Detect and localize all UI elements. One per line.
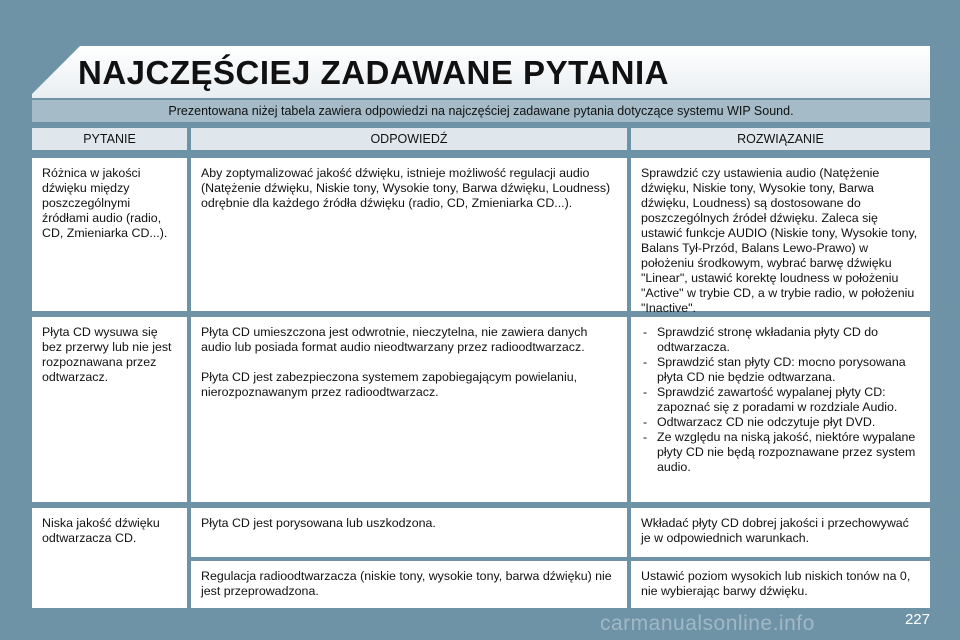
- row3-question: Niska jakość dźwięku odtwarzacza CD.: [32, 508, 187, 608]
- row2-solution-list: [641, 325, 920, 475]
- header-answer: ODPOWIEDŹ: [191, 128, 627, 150]
- row1-question: Różnica w jakości dźwięku między poszczególnymi źródłami audio (radio, CD, Zmieniarka CD...).: [32, 158, 187, 311]
- row1-answer: Aby zoptymalizować jakość dźwięku, istnieje możliwość regulacji audio (Natężenie dźwięku, Niskie tony, Wysokie tony, Barwa dźwięku, Loudness) odrębnie dla każdego źródła dźwięku (radio, CD, Zmieniarka CD...).: [191, 158, 627, 311]
- row2-answer-paragraph: Płyta CD umieszczona jest odwrotnie, nieczytelna, nie zawiera danych audio lub posiada format audio nieodtwarzany przez radioodtwarzacz.: [201, 325, 588, 354]
- header-solution: ROZWIĄZANIE: [631, 128, 930, 150]
- list-item: - Sprawdzić stan płyty CD: mocno porysowana płyta CD nie będzie odtwarzana.: [641, 355, 920, 385]
- row3-solution-1: Wkładać płyty CD dobrej jakości i przechowywać je w odpowiednich warunkach.: [631, 508, 930, 557]
- row2-question: Płyta CD wysuwa się bez przerwy lub nie jest rozpoznawana przez odtwarzacz.: [32, 317, 187, 502]
- header-question: PYTANIE: [32, 128, 187, 150]
- page-title: NAJCZĘŚCIEJ ZADAWANE PYTANIA: [78, 54, 669, 91]
- list-item: - Sprawdzić stronę wkładania płyty CD do odtwarzacza.: [641, 325, 920, 355]
- row3-answer-1: Płyta CD jest porysowana lub uszkodzona.: [191, 508, 627, 557]
- list-item: - Sprawdzić zawartość wypalanej płyty CD: zapoznać się z poradami w rozdziale Audio.: [641, 385, 920, 415]
- row3-answer-2: Regulacja radioodtwarzacza (niskie tony, wysokie tony, barwa dźwięku) nie jest przeprowadzona.: [191, 561, 627, 608]
- page-number: 227: [904, 611, 930, 628]
- row2-answer-paragraph: Płyta CD jest zabezpieczona systemem zapobiegającym powielaniu, nierozpoznawanym przez radioodtwarzacz.: [201, 370, 578, 399]
- watermark: carmanualsonline.info: [600, 612, 815, 635]
- list-item: - Odtwarzacz CD nie odczytuje płyt DVD.: [641, 415, 920, 430]
- row2-solution: [631, 317, 930, 502]
- intro-text: Prezentowana niżej tabela zawiera odpowiedzi na najczęściej zadawane pytania dotyczące systemu WIP Sound.: [32, 100, 930, 122]
- list-item: - Ze względu na niską jakość, niektóre wypalane płyty CD nie będą rozpoznawane przez system audio.: [641, 430, 920, 475]
- row2-answer: [191, 317, 627, 502]
- row3-solution-2: Ustawić poziom wysokich lub niskich tonów na 0, nie wybierając barwy dźwięku.: [631, 561, 930, 608]
- row1-solution: Sprawdzić czy ustawienia audio (Natężenie dźwięku, Niskie tony, Wysokie tony, Barwa dźwięku, Loudness) są dostosowane do poszczególnych źródeł dźwięku. Zaleca się ustawić funkcje AUDIO (Niskie tony, Wysokie tony, Balans Tył-Przód, Balans Lewo-Prawo) w położeniu środkowym, wybrać barwę dźwięku "Linear", ustawić korektę loudness w położeniu "Active" w trybie CD, a w trybie radio, w położeniu "Inactive".: [631, 158, 930, 311]
